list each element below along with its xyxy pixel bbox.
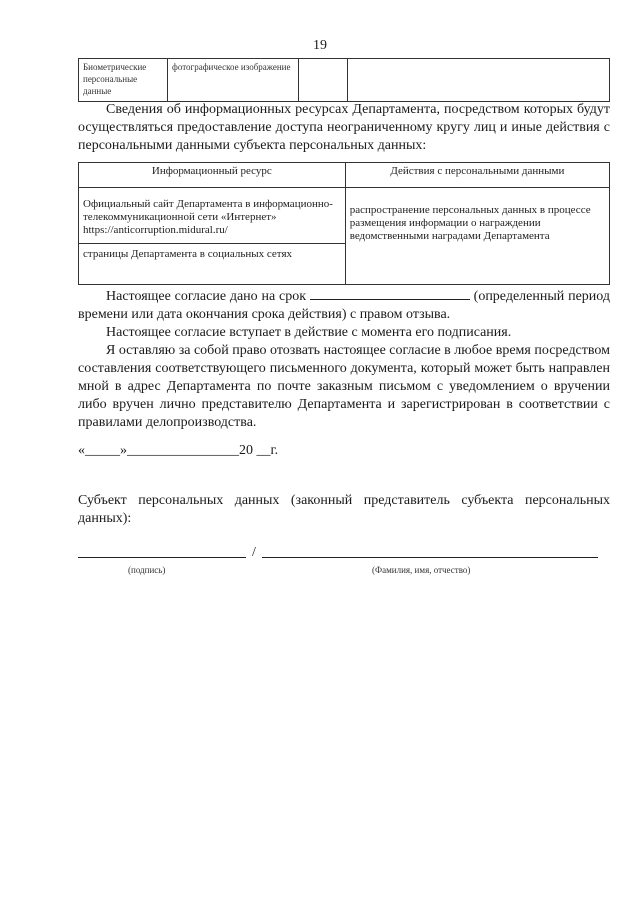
header-actions: Действия с персональными данными bbox=[345, 163, 609, 188]
withdrawal-paragraph: Я оставляю за собой право отозвать настоящее согласие в любое время посредством составления соответствующего письменного документа, который может быть направлен мной в адрес Департамента по почте заказным письмом с уведомлением о вручении либо вручен лично представителю Департамента и зарегистрирован в соответствии с правилами делопроизводства. bbox=[78, 343, 610, 430]
signature-caption: (подпись) bbox=[128, 565, 166, 575]
consent-term-note: (определенный период времени или дата окончания срока действия) с правом отзыва. bbox=[78, 289, 610, 322]
table-row bbox=[79, 188, 610, 285]
table-header-row bbox=[79, 163, 610, 188]
page-number: 19 bbox=[313, 38, 327, 53]
actions-text: распространение персональных данных в процессе размещения информации о награждении ведомственными наградами Департамента bbox=[349, 204, 591, 242]
biometric-table bbox=[78, 58, 610, 102]
name-caption: (Фамилия, имя, отчество) bbox=[372, 565, 471, 575]
table-cell-category: Биометрические персональные данные bbox=[79, 59, 168, 102]
resource-website: Официальный сайт Департамента в информационно-телекоммуникационной сети «Интернет» https://anticorruption.midural.ru/ bbox=[83, 198, 333, 236]
header-resource: Информационный ресурс bbox=[79, 163, 346, 188]
table-row bbox=[79, 59, 610, 102]
date-line: «_____»________________20 __г. bbox=[78, 443, 279, 458]
signature-separator: / bbox=[252, 545, 256, 560]
signature-line bbox=[78, 556, 246, 558]
resource-cell bbox=[79, 188, 346, 285]
table-cell-empty bbox=[299, 59, 348, 102]
resources-table bbox=[78, 162, 610, 285]
term-blank bbox=[310, 299, 470, 300]
consent-term-text: Настоящее согласие дано на срок bbox=[106, 289, 307, 304]
consent-term-paragraph bbox=[78, 288, 610, 324]
actions-cell bbox=[345, 188, 609, 285]
resource-social: страницы Департамента в социальных сетях bbox=[79, 243, 345, 261]
name-line bbox=[262, 556, 598, 558]
subject-label: Субъект персональных данных (законный представитель субъекта персональных данных): bbox=[78, 493, 610, 526]
consent-effective-paragraph: Настоящее согласие вступает в действие с момента его подписания. bbox=[106, 325, 512, 340]
table-cell-empty bbox=[348, 59, 610, 102]
table-cell-type: фотографическое изображение bbox=[168, 59, 299, 102]
resources-intro-paragraph: Сведения об информационных ресурсах Департамента, посредством которых будут осуществляться предоставление доступа неограниченному кругу лиц и иные действия с персональными данными субъекта персональных данных: bbox=[78, 102, 610, 153]
